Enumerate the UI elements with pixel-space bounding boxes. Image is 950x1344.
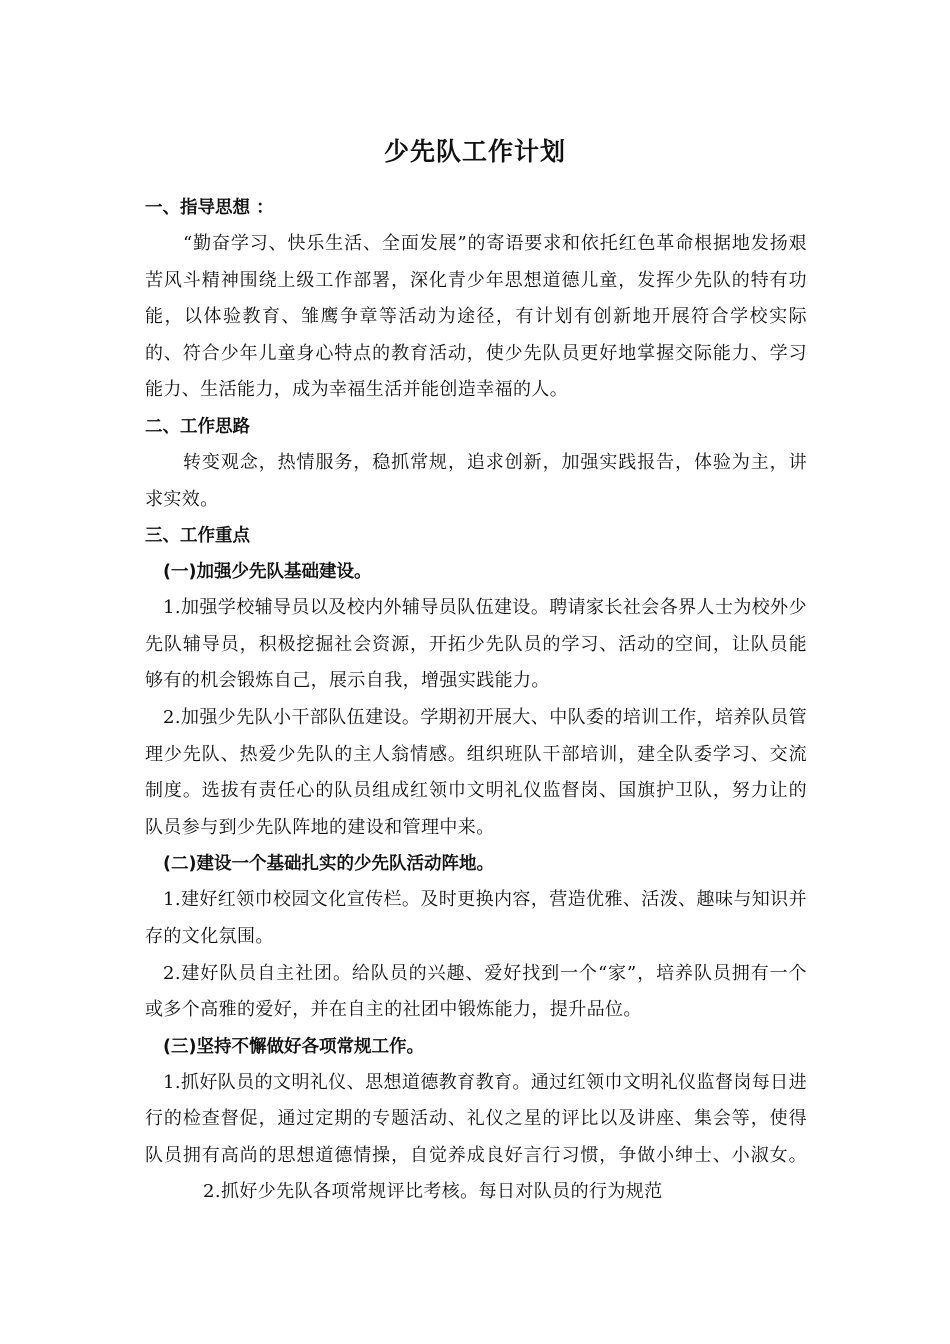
document-body [145, 190, 807, 1211]
subsection-2-item-2: 2.建好队员自主社团。给队员的兴趣、爱好找到一个“家”，培养队员拥有一个或多个高雅的爱好，并在自主的社团中锻炼能力，提升品位。 [145, 962, 807, 1021]
subsection-3-item-1 [145, 1065, 807, 1211]
section-paragraph-work-approach: 转变观念，热情服务，稳抓常规，追求创新，加强实践报告，体验为主，讲求实效。 [145, 451, 807, 510]
document-title: 少先队工作计划 [383, 137, 566, 166]
section-heading-work-approach: 二、工作思路 [145, 416, 250, 437]
subsection-2-item-1: 1.建好红领巾校园文化宣传栏。及时更换内容，营造优雅、活泼、趣味与知识并存的文化氛围。 [145, 889, 807, 947]
subsection-heading-3: (三)坚持不懈做好各项常规工作。 [163, 1036, 424, 1057]
subsection-3-item-1-text: 1.抓好队员的文明礼仪、思想道德教育教育。通过红领巾文明礼仪监督岗每日进行的检查督促，通过定期的专题活动、礼仪之星的评比以及讲座、集会等，使得队员拥有高尚的思想道德情操，自觉养成良好言行习惯，争做小绅士、小淑女。 [145, 1071, 807, 1166]
section-heading-guiding-ideology: 一、指导思想 ： [145, 198, 274, 218]
subsection-heading-2: (二)建设一个基础扎实的少先队活动阵地。 [163, 854, 494, 875]
subsection-1-item-2: 2.加强少先队小干部队伍建设。学期初开展大、中队委的培训工作，培养队员管理少先队、热爱少先队的主人翁情感。组织班队干部培训，建全队委学习、交流制度。选拔有责任心的队员组成红领巾文明礼仪监督岗、国旗护卫队，努力让的队员参与到少先队阵地的建设和管理中来。 [145, 706, 807, 838]
section-heading-work-focus: 三、工作重点 [145, 526, 250, 547]
subsection-heading-1: (一)加强少先队基础建设。 [163, 562, 372, 583]
section-paragraph-guiding-ideology: “勤奋学习、快乐生活、全面发展”的寄语要求和依托红色革命根据地发扬艰苦风斗精神围绕上级工作部署，深化青少年思想道德儿童，发挥少先队的特有功能，以体验教育、雏鹰争章等活动为途径，有计划有创新地开展符合学校实际的、符合少年儿童身心特点的教育活动，使少先队员更好地掌握交际能力、学习能力、生活能力，成为幸福生活并能创造幸福的人。 [145, 233, 807, 401]
subsection-3-item-2-text: 2.抓好少先队各项常规评比考核。每日对队员的行为规范 [203, 1181, 663, 1203]
subsection-1-item-1: 1.加强学校辅导员以及校内外辅导员队伍建设。聘请家长社会各界人士为校外少先队辅导员，积极挖掘社会资源，开拓少先队员的学习、活动的空间，让队员能够有的机会锻炼自己，展示自我，增强实践能力。 [145, 597, 807, 692]
